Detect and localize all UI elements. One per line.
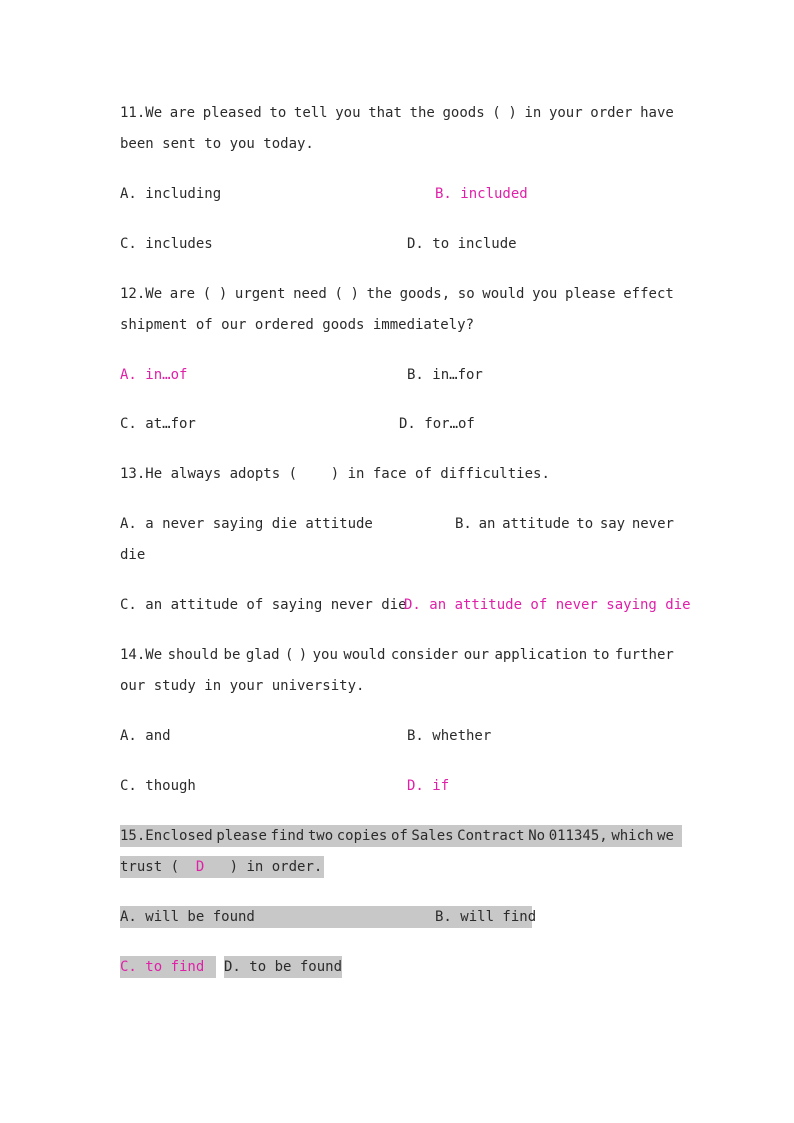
stem-word: order [590, 105, 633, 121]
stem-word: would [343, 647, 386, 663]
question-13-option-c: C. an attitude of saying never die [120, 597, 407, 613]
stem-word: that [368, 105, 402, 121]
stem-word: have [640, 105, 674, 121]
question-14-option-b: B. whether [407, 728, 492, 744]
question-14-stem-line2: our study in your university. [120, 678, 365, 694]
stem-word: further [614, 647, 674, 663]
stem-word: you [312, 647, 338, 663]
question-12-option-b: B. in…for [407, 367, 483, 383]
stem-word: be [223, 647, 241, 663]
question-12-stem-line1 [120, 283, 674, 305]
question-12-stem-line2: shipment of our ordered goods immediately? [120, 317, 475, 333]
question-15-line2-pre: trust ( [120, 859, 196, 875]
stem-word: effect [623, 286, 674, 302]
stem-word: to [592, 647, 610, 663]
question-11-stem-line2: been sent to you today. [120, 136, 314, 152]
question-11-stem-line1 [120, 102, 674, 124]
option-word: an [478, 516, 496, 532]
question-15-line2-post: ) in order. [204, 859, 323, 875]
stem-word: Contract [457, 828, 525, 844]
question-13-option-b-continued: die [120, 547, 146, 563]
stem-word: 011345, [548, 828, 608, 844]
stem-word: goods, [399, 286, 451, 302]
question-15-answer: D [195, 859, 205, 875]
question-15-option-b: B. will find [435, 909, 537, 925]
question-11-option-b: B. included [435, 186, 528, 202]
stem-word: ( [202, 286, 212, 302]
stem-word: of [390, 828, 408, 844]
stem-word: so [457, 286, 475, 302]
option-word: say [599, 516, 626, 532]
option-word: to [576, 516, 594, 532]
stem-word: ( [284, 647, 294, 663]
question-15-option-a: A. will be found [120, 909, 255, 925]
stem-word: urgent [234, 286, 286, 302]
stem-word: please [565, 286, 616, 302]
stem-word: ( [492, 105, 501, 121]
question-15-option-d: D. to be found [224, 956, 342, 978]
stem-word: to [269, 105, 287, 121]
question-13-number: 13. [120, 466, 146, 482]
stem-word: our [463, 647, 490, 663]
question-13-option-b [455, 513, 674, 535]
stem-word: ) [350, 286, 359, 302]
stem-word: the [366, 286, 392, 302]
stem-word: your [548, 105, 583, 121]
option-word: never [631, 516, 674, 532]
stem-word: ) [508, 105, 517, 121]
question-13-option-a: A. a never saying die attitude [120, 516, 373, 532]
stem-word: find [270, 828, 305, 844]
stem-word: No [528, 828, 546, 844]
stem-word: Sales [411, 828, 454, 844]
stem-word: ( [334, 286, 343, 302]
question-14-option-d: D. if [407, 778, 450, 794]
stem-word: 11.We [120, 105, 163, 121]
stem-word: tell [293, 105, 328, 121]
stem-word: 14.We [120, 647, 163, 663]
question-11-option-a: A. including [120, 186, 222, 202]
stem-word: should [167, 647, 219, 663]
stem-word: application [494, 647, 588, 663]
question-14-stem-line1 [120, 644, 674, 666]
stem-word: consider [390, 647, 459, 663]
stem-word: ) [218, 286, 228, 302]
stem-word: pleased [202, 105, 262, 121]
question-12-option-c: C. at…for [120, 416, 196, 432]
stem-word: goods [442, 105, 485, 121]
question-15-option-c: C. to find [120, 956, 216, 978]
stem-word: in [524, 105, 542, 121]
option-word: attitude [502, 516, 570, 532]
stem-word: need [293, 286, 327, 302]
stem-word: are [169, 286, 196, 302]
question-14-option-a: A. and [120, 728, 171, 744]
stem-word: which [611, 828, 654, 844]
option-word: B. [455, 516, 472, 532]
stem-word: glad [245, 647, 280, 663]
stem-word: 15.Enclosed [120, 828, 213, 844]
stem-word: you [532, 286, 558, 302]
question-14-option-c: C. though [120, 778, 196, 794]
stem-word: would [482, 286, 525, 302]
question-13-stem-text: He always adopts ( ) in face of difficulties. [145, 466, 550, 482]
question-12-option-a: A. in…of [120, 367, 188, 383]
stem-word: we [657, 828, 674, 844]
question-15-stem-line1 [120, 825, 674, 847]
stem-word: two [307, 828, 334, 844]
question-13-option-d: D. an attitude of never saying die [404, 597, 691, 613]
stem-word: are [169, 105, 196, 121]
stem-word: the [409, 105, 435, 121]
question-12-option-d: D. for…of [399, 416, 475, 432]
question-11-option-d: D. to include [407, 236, 517, 252]
stem-word: you [335, 105, 361, 121]
question-15-stem-line2 [120, 856, 324, 878]
stem-word: ) [298, 647, 308, 663]
question-13-stem-line1 [120, 463, 550, 485]
stem-word: 12.We [120, 286, 163, 302]
stem-word: please [216, 828, 267, 844]
stem-word: copies [336, 828, 388, 844]
question-11-option-c: C. includes [120, 236, 213, 252]
